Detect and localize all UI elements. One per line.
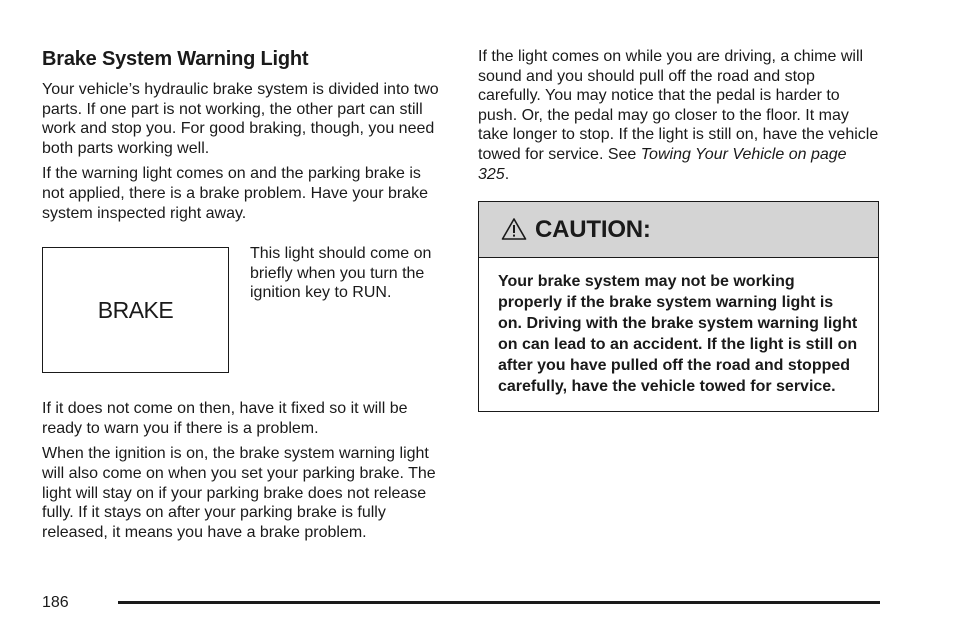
- caution-body: [479, 258, 878, 411]
- caution-title: CAUTION:: [535, 215, 651, 243]
- paragraph-driving-end: .: [504, 165, 510, 183]
- footer-rule: [118, 601, 880, 604]
- paragraph-warning: If the warning light comes on and the parking brake is not applied, there is a brake problem. Have your brake system inspected right away.: [42, 165, 428, 222]
- figure-caption: This light should come on briefly when you turn the ignition key to RUN.: [250, 245, 432, 302]
- paragraph-driving-text: If the light comes on while you are driving, a chime will sound and you should pull off the road and stop carefully. You may notice that the pedal is harder to push. Or, the pedal may go closer to the floor. It may take longer to stop. If the light is still on, have the vehicle towed for service. See: [478, 48, 879, 163]
- towing-reference: Towing Your Vehicle on page 325: [478, 145, 847, 183]
- paragraph-driving: [478, 47, 882, 184]
- brake-indicator-box: [42, 247, 229, 373]
- paragraph-intro: Your vehicle’s hydraulic brake system is divided into two parts. If one part is not working, the other part can still work and stop you. For good braking, though, you need both parts working well.: [42, 81, 439, 157]
- caution-box: [478, 201, 879, 412]
- warning-triangle-icon: [501, 217, 527, 241]
- paragraph-not-on: If it does not come on then, have it fixed so it will be ready to warn you if there is a problem.: [42, 400, 408, 437]
- paragraph-parking-brake: When the ignition is on, the brake system warning light will also come on when you set your parking brake. The light will stay on if your parking brake does not release fully. If it stays on after your parking brake is fully released, it means you have a brake problem.: [42, 445, 436, 541]
- caution-text: Your brake system may not be working properly if the brake system warning light is on. Driving with the brake system warning light on can lead to an accident. If the light is still on after you have pulled off the road and stopped carefully, have the vehicle towed for service.: [498, 273, 858, 396]
- right-column: [478, 47, 882, 412]
- brake-indicator-label: BRAKE: [97, 296, 174, 323]
- left-column: [42, 46, 446, 548]
- brake-indicator-figure: [42, 247, 446, 373]
- section-heading: Brake System Warning Light: [42, 48, 309, 70]
- caution-header: [479, 202, 878, 258]
- page-number: 186: [42, 594, 69, 611]
